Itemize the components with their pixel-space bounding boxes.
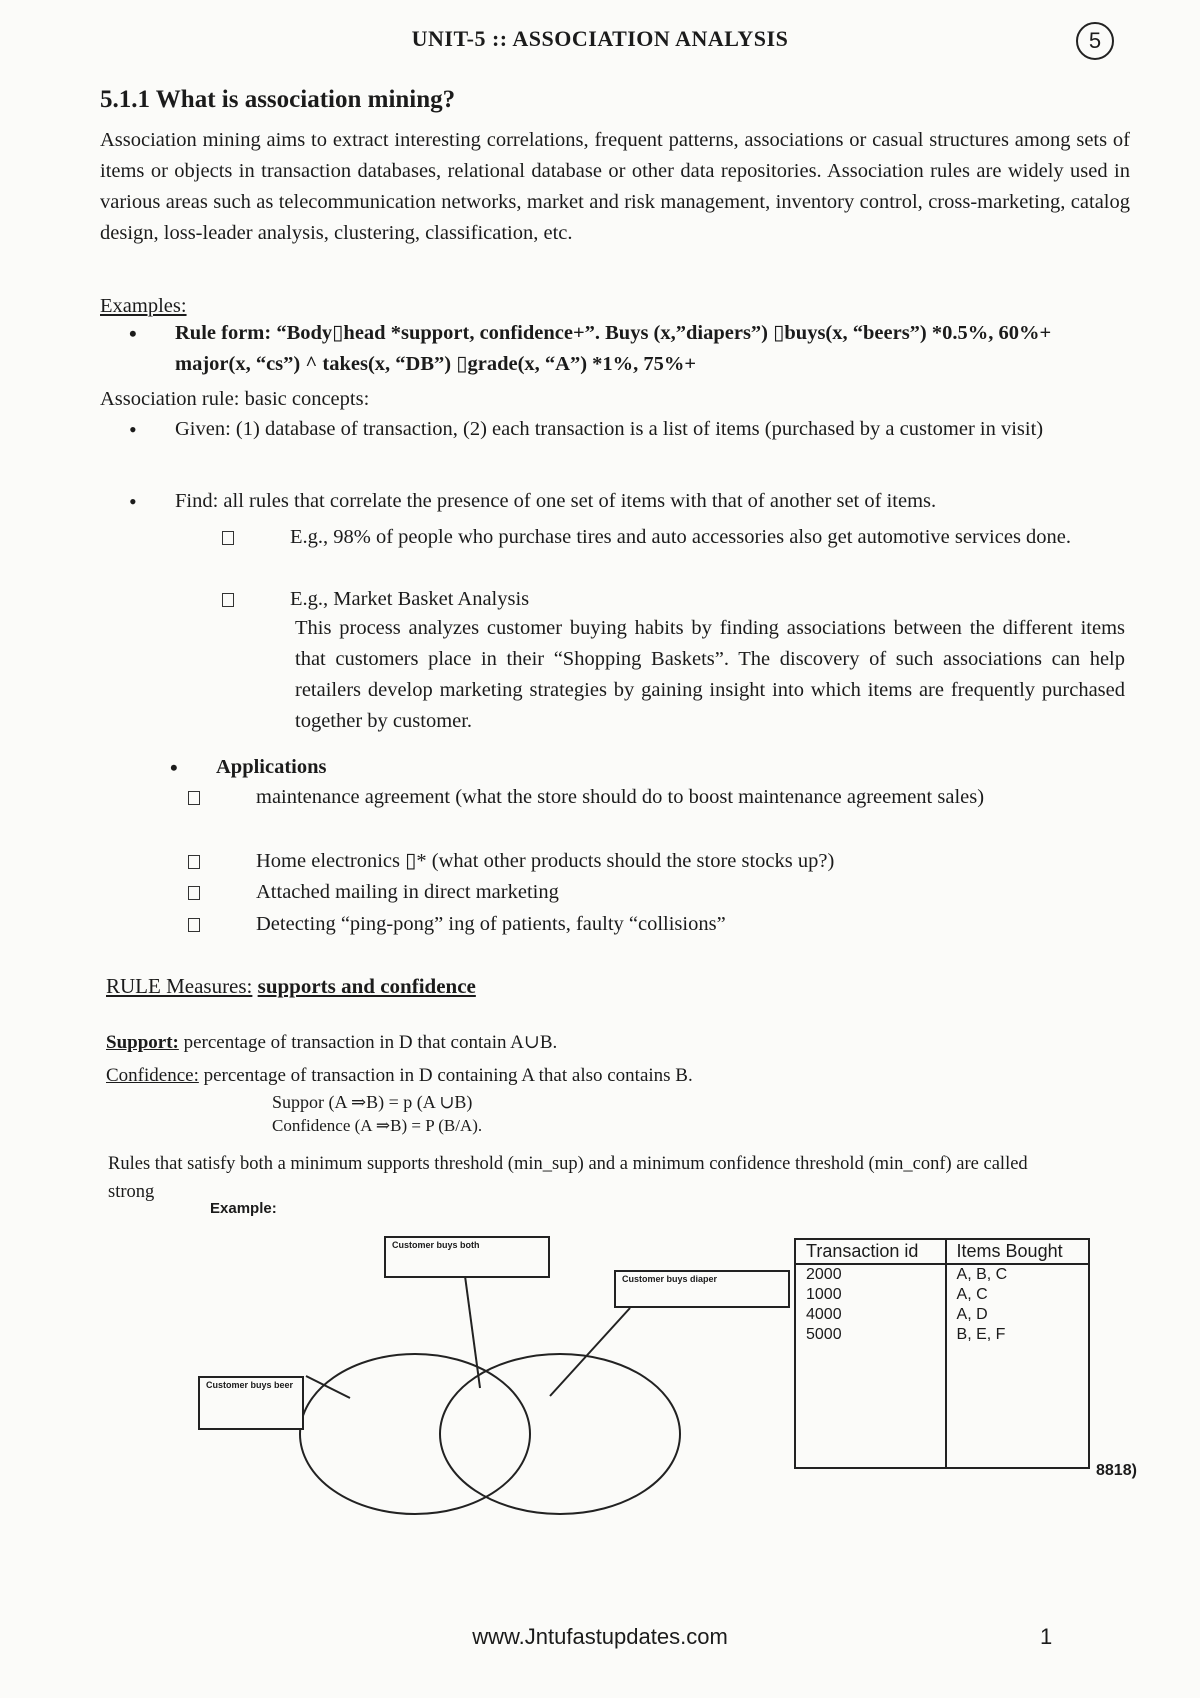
eg-tires-item: E.g., 98% of people who purchase tires and auto accessories also get automotive services done. — [290, 522, 1120, 553]
find-item: • Find: all rules that correlate the presence of one set of items with that of another set of items. — [175, 486, 1130, 517]
table-cell: 2000 — [795, 1264, 946, 1285]
table-cell: 1000 — [795, 1285, 946, 1305]
page-header-title: UNIT-5 :: ASSOCIATION ANALYSIS — [411, 26, 789, 51]
section-heading: 5.1.1 What is association mining? — [100, 86, 456, 113]
applications-label: • Applications — [216, 752, 327, 783]
label-box-diaper: Customer buys diaper — [614, 1270, 790, 1308]
rule-measures-prefix: RULE Measures: — [106, 974, 253, 998]
transaction-table — [794, 1238, 1090, 1469]
application-item: Attached mailing in direct marketing — [256, 877, 1086, 908]
support-formula: Suppor (A ⇒B) = p (A ∪B) — [272, 1092, 473, 1112]
table-header: Transaction id — [795, 1239, 946, 1264]
table-header: Items Bought — [946, 1239, 1089, 1264]
confidence-text: percentage of transaction in D containing A that also contains B. — [203, 1065, 693, 1086]
rule-form-item: • Rule form: “Body▯head *support, confidence+”. Buys (x,”diapers”) ▯buys(x, “beers”) *0.5%, 60%+ major(x, “cs”) ^ takes(x, “DB”) ▯grade(x, “A”) *1%, 75%+ — [175, 318, 1130, 380]
confidence-formula: Confidence (A ⇒B) = P (B/A). — [272, 1116, 483, 1135]
support-text: percentage of transaction in D that contain A∪B. — [183, 1032, 558, 1053]
table-row — [795, 1264, 1089, 1285]
table-row — [795, 1305, 1089, 1325]
confidence-label: Confidence: — [106, 1065, 199, 1086]
venn-circle-beer — [440, 1354, 680, 1514]
table-row — [795, 1285, 1089, 1305]
table-side-note: 8818) — [1096, 1462, 1137, 1479]
page-mark-circle: 5 — [1076, 22, 1114, 60]
footer-site: www.Jntufastupdates.com — [472, 1624, 728, 1649]
market-basket-paragraph: This process analyzes customer buying habits by finding associations between the different items that customers place in their “Shopping Baskets”. The discovery of such associations can help retailers develop marketing strategies by gaining insight into which items are frequently purchased together by customer. — [295, 617, 1125, 732]
application-item: Detecting “ping-pong” ing of patients, faulty “collisions” — [256, 909, 1086, 940]
eg-market-basket-item: E.g., Market Basket Analysis — [290, 584, 1120, 615]
table-cell: B, E, F — [946, 1325, 1089, 1345]
example-label: Example: — [210, 1200, 277, 1217]
label-box-beer: Customer buys beer — [198, 1376, 304, 1430]
strong-rules-text: Rules that satisfy both a minimum supports threshold (min_sup) and a minimum confidence threshold (min_conf) are called strong — [108, 1154, 1028, 1202]
table-cell: 4000 — [795, 1305, 946, 1325]
venn-circle-diaper — [300, 1354, 530, 1514]
pointer-beer — [306, 1376, 350, 1398]
rule-measures-rest: supports and confidence — [257, 974, 476, 998]
confidence-definition — [106, 1060, 693, 1091]
application-item: maintenance agreement (what the store should do to boost maintenance agreement sales) — [256, 782, 1086, 813]
given-item: • Given: (1) database of transaction, (2) each transaction is a list of items (purchased by a customer in visit) — [175, 414, 1130, 445]
table-row — [795, 1325, 1089, 1345]
pointer-diaper — [550, 1308, 630, 1396]
table-empty-row — [795, 1345, 1089, 1468]
table-cell: A, B, C — [946, 1264, 1089, 1285]
table-cell: A, C — [946, 1285, 1089, 1305]
table-cell: A, D — [946, 1305, 1089, 1325]
examples-label: Examples: — [100, 295, 187, 317]
support-definition — [106, 1027, 557, 1058]
basic-concepts-label: Association rule: basic concepts: — [100, 388, 370, 410]
rule-measures-heading — [106, 971, 476, 1002]
application-item: Home electronics ▯* (what other products should the store stocks up?) — [256, 846, 1086, 877]
page-number: 1 — [1040, 1624, 1053, 1649]
table-cell: 5000 — [795, 1325, 946, 1345]
pointer-both — [465, 1276, 480, 1388]
label-box-both: Customer buys both — [384, 1236, 550, 1278]
support-label: Support: — [106, 1032, 179, 1053]
intro-paragraph: Association mining aims to extract interesting correlations, frequent patterns, associations or casual structures among sets of items or objects in transaction databases, relational database or other data repositories. Association rules are widely used in various areas such as telecommunication networks, market and risk management, inventory control, cross-marketing, catalog design, loss-leader analysis, clustering, classification, etc. — [100, 129, 1130, 244]
